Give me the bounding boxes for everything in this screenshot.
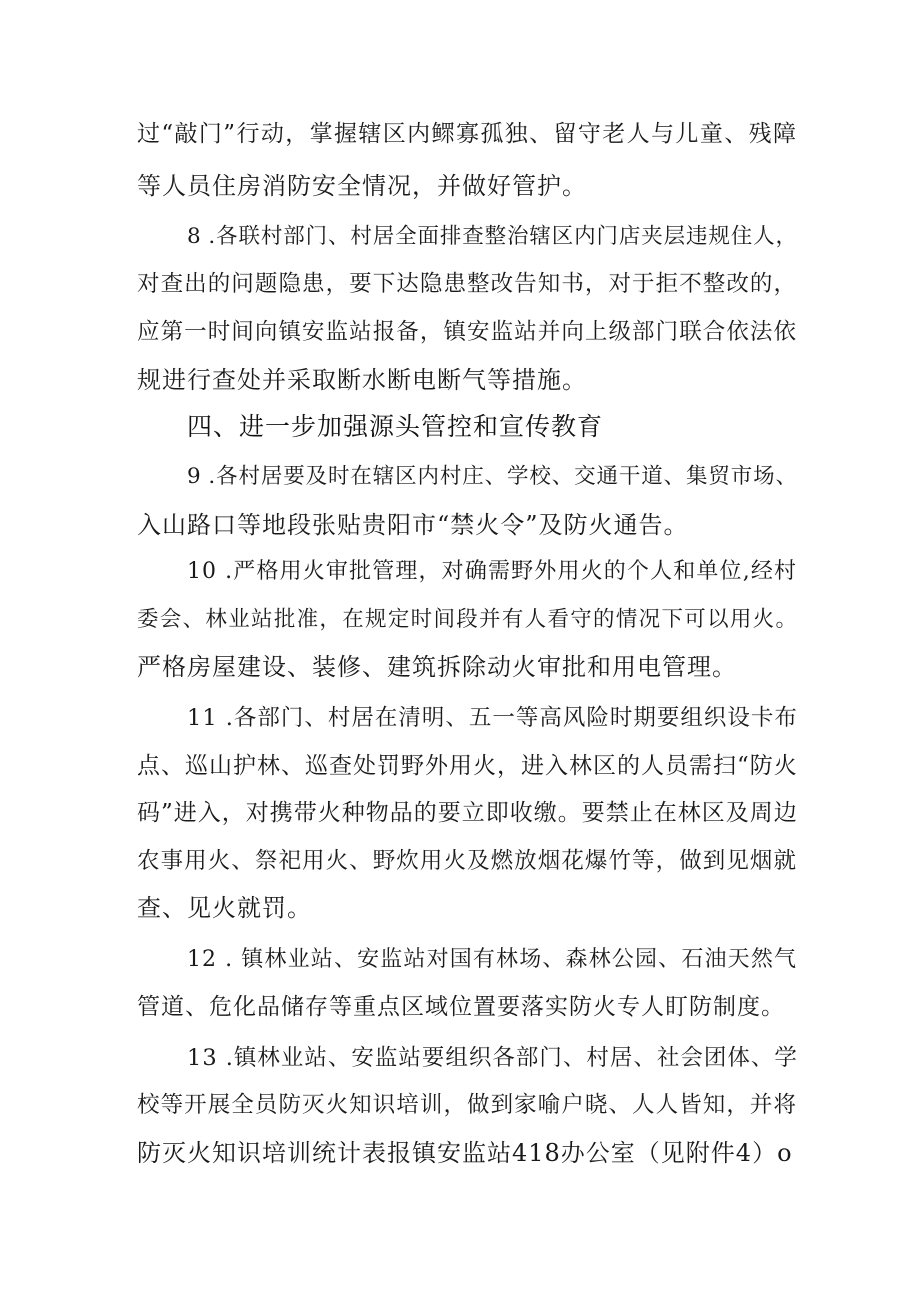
paragraph-11-line-5: 查、见火就罚。 <box>137 894 312 922</box>
paragraph-7-line-1: 过“敲门”行动，掌握辖区内鳏寡孤独、留守老人与儿童、残障 <box>137 121 797 147</box>
paragraph-13-line-2: 校等开展全员防灭火知识培训，做到家喻户晓、人人皆知，并将 <box>137 1092 797 1118</box>
paragraph-10-line-1: 10 .严格用火审批管理，对确需野外用火的个人和单位,经村 <box>187 559 797 584</box>
section-heading: 四、进一步加强源头管控和宣传教育 <box>187 412 604 441</box>
paragraph-11-line-4: 农事用火、祭祀用火、野炊用火及燃放烟花爆竹等，做到见烟就 <box>137 848 797 874</box>
paragraph-11-line-1: 11 .各部门、村居在清明、五一等高风险时期要组织设卡布 <box>187 705 798 731</box>
paragraph-9-line-1: 9 .各村居要及时在辖区内村庄、学校、交通干道、集贸市场、 <box>187 464 797 489</box>
paragraph-7-line-2: 等人员住房消防安全情况，并做好管护。 <box>137 172 587 200</box>
paragraph-8-line-1: 8 .各联村部门、村居全面排查整治辖区内门店夹层违规住人， <box>187 224 797 249</box>
paragraph-13-line-3: 防灭火知识培训统计表报镇安监站418办公室（见附件4）o <box>137 1139 793 1167</box>
paragraph-8-line-2: 对查出的问题隐患，要下达隐患整改告知书，对于拒不整改的， <box>137 271 797 297</box>
paragraph-8-line-3: 应第一时间向镇安监站报备，镇安监站并向上级部门联合依法依 <box>137 319 797 345</box>
paragraph-8-line-4: 规进行查处并采取断水断电断气等措施。 <box>137 366 587 394</box>
paragraph-11-line-2: 点、巡山护林、巡查处罚野外用火，进入林区的人员需扫“防火 <box>137 753 798 779</box>
paragraph-13-line-1: 13 .镇林业站、安监站要组织各部门、村居、社会团体、学 <box>187 1045 798 1071</box>
paragraph-10-line-2: 委会、林业站批准，在规定时间段并有人看守的情况下可以用火。 <box>137 607 797 632</box>
paragraph-12-line-2: 管道、危化品储存等重点区域位置要落实防火专人盯防制度。 <box>137 994 785 1020</box>
paragraph-10-line-3: 严格房屋建设、装修、建筑拆除动火审批和用电管理。 <box>137 653 737 681</box>
paragraph-11-line-3: 码”进入，对携带火种物品的要立即收缴。要禁止在林区及周边 <box>137 800 798 826</box>
paragraph-9-line-2: 入山路口等地段张贴贵阳市“禁火令”及防火通告。 <box>137 511 689 539</box>
paragraph-12-line-1: 12 . 镇林业站、安监站对国有林场、森林公园、石油天然气 <box>187 947 797 972</box>
